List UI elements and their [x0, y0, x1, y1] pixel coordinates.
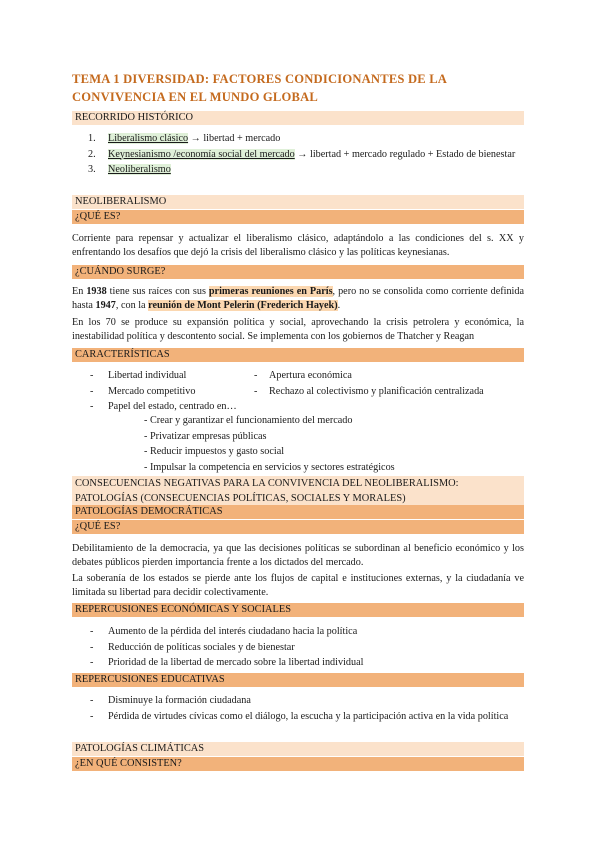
cuando-paragraph-1: En 1938 tiene sus raíces con sus primeras reuniones en París, pero no se consolida como corriente definida hasta 1947, con la reunión de Mont Pelerin (Frederich Hayek). — [72, 286, 525, 311]
list-item: - Papel del estado, centrado en… — [90, 401, 237, 412]
subheading-que-es: ¿QUÉ ES? — [72, 210, 524, 224]
list-number: 3. — [88, 164, 96, 175]
democraticas-paragraph-1: Debilitamiento de la democracia, ya que las decisiones políticas se subordinan al beneficio económico y los debates públicos pierden importancia frente a los dictados del mercado. — [72, 543, 524, 568]
highlighted-term: reunión de Mont Pelerin (Frederich Hayek) — [148, 299, 338, 311]
highlighted-term: primeras reuniones en París — [208, 286, 333, 297]
section-heading-recorrido: RECORRIDO HISTÓRICO — [72, 111, 524, 125]
list-item: - Disminuye la formación ciudadana — [90, 695, 251, 706]
heading-line: CONSECUENCIAS NEGATIVAS PARA LA CONVIVENCIA DEL NEOLIBERALISMO: — [75, 478, 459, 489]
list-item: - Libertad individual — [90, 370, 187, 381]
list-item: - Crear y garantizar el funcionamiento del mercado — [144, 415, 353, 426]
cuando-paragraph-2: En los 70 se produce su expansión política y social, aprovechando la crisis petrolera y económica, la inestabilidad política y descontento social. Se implementa con los gobiernos de Thatcher y Reagan — [72, 317, 524, 342]
list-item: - Reducir impuestos y gasto social — [144, 446, 285, 457]
repercusiones-educativas-list — [88, 694, 524, 723]
list-item — [88, 163, 524, 177]
repercusiones-economicas-list — [88, 625, 524, 670]
list-item: - Rechazo al colectivismo y planificación centralizada — [254, 385, 484, 397]
subheading-repercusiones-educativas: REPERCUSIONES EDUCATIVAS — [72, 673, 524, 687]
list-item — [88, 148, 524, 162]
heading-line: PATOLOGÍAS (CONSECUENCIAS POLÍTICAS, SOCIALES Y MORALES) — [75, 493, 406, 504]
subheading-patologias-democraticas: PATOLOGÍAS DEMOCRÁTICAS — [72, 505, 524, 519]
highlighted-term: Neoliberalismo — [108, 164, 171, 175]
que-es-paragraph: Corriente para repensar y actualizar el liberalismo clásico, adaptándolo a las condiciones del s. XX y enfrentando los desafíos que dejó la crisis del liberalismo clásico y las políticas keynesianas. — [72, 233, 524, 258]
list-number: 2. — [88, 148, 96, 160]
list-number: 1. — [88, 133, 96, 144]
section-heading-consecuencias — [72, 476, 524, 506]
list-item: - Mercado competitivo — [90, 385, 196, 397]
list-item-text: → libertad + mercado — [188, 133, 281, 144]
recorrido-list — [88, 132, 524, 177]
list-item: - Reducción de políticas sociales y de bienestar — [90, 641, 295, 653]
list-item: - Privatizar empresas públicas — [144, 430, 267, 442]
list-item: - Impulsar la competencia en servicios y sectores estratégicos — [144, 461, 395, 473]
caracteristicas-right-list — [252, 369, 524, 398]
document-title: TEMA 1 DIVERSIDAD: FACTORES CONDICIONANTES DE LA CONVIVENCIA EN EL MUNDO GLOBAL — [72, 72, 447, 104]
subheading-que-es: ¿QUÉ ES? — [72, 520, 524, 534]
highlighted-term: Liberalismo clásico — [108, 133, 189, 144]
list-item: - Aumento de la pérdida del interés ciudadano hacia la política — [90, 626, 358, 637]
list-item: - Apertura económica — [254, 370, 352, 381]
subheading-caracteristicas: CARACTERÍSTICAS — [72, 348, 524, 362]
list-item — [88, 132, 524, 146]
list-item: - Pérdida de virtudes cívicas como el diálogo, la escucha y la participación activa en la vida política — [90, 710, 509, 722]
subheading-cuando-surge: ¿CUÁNDO SURGE? — [72, 265, 524, 279]
highlighted-term: Keynesianismo /economía social del mercado — [108, 148, 295, 160]
section-heading-patologias-climaticas: PATOLOGÍAS CLIMÁTICAS — [72, 742, 524, 756]
democraticas-paragraph-2: La soberanía de los estados se pierde ante los flujos de capital e instituciones externas, y la ciudadanía ve limitada su libertad para decidir colectivamente. — [72, 573, 524, 598]
estado-sublist — [144, 414, 524, 474]
list-item-text: → libertad + mercado regulado + Estado de bienestar — [294, 148, 516, 160]
subheading-en-que-consisten: ¿EN QUÉ CONSISTEN? — [72, 757, 524, 771]
subheading-repercusiones-economicas: REPERCUSIONES ECONÓMICAS Y SOCIALES — [72, 603, 524, 617]
section-heading-neoliberalismo: NEOLIBERALISMO — [72, 195, 524, 209]
list-item: - Prioridad de la libertad de mercado sobre la libertad individual — [90, 657, 364, 668]
